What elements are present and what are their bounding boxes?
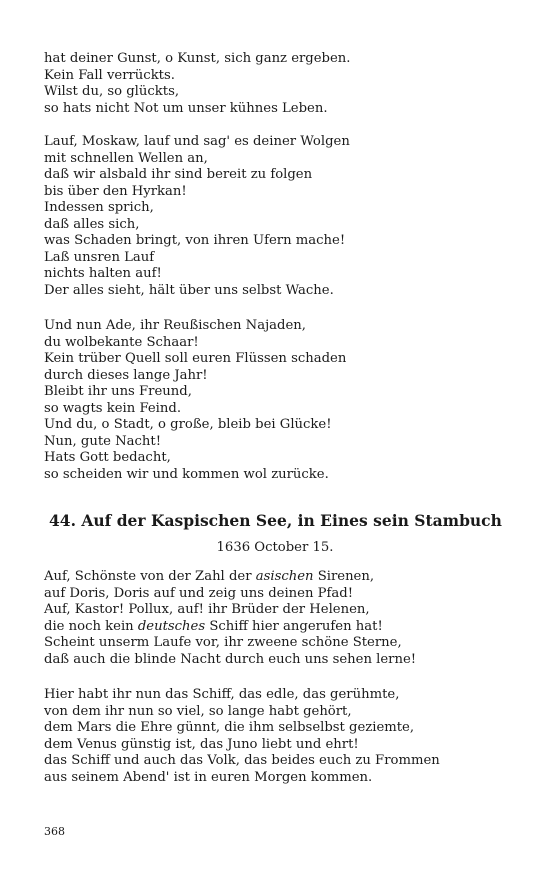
verse-text: auf Doris, Doris auf und zeig uns deinen Pfad! bbox=[44, 585, 354, 601]
verse-text: Sirenen, bbox=[313, 569, 375, 584]
verse-line: du wolbekante Schaar! bbox=[44, 334, 199, 350]
verse-line: so scheiden wir und kommen wol zurücke. bbox=[44, 466, 329, 482]
verse-line: Kein trüber Quell soll euren Flüssen schaden bbox=[44, 351, 347, 366]
page-number: 368 bbox=[44, 825, 65, 838]
verse-line: daß alles sich, bbox=[44, 216, 140, 232]
italic-word: asischen bbox=[255, 569, 314, 584]
italic-word: deutsches bbox=[137, 618, 206, 634]
verse-line: mit schnellen Wellen an, bbox=[44, 150, 208, 166]
verse-line bbox=[44, 586, 514, 603]
date-text: 1636 October 15. bbox=[216, 540, 334, 555]
verse-text: die noch kein bbox=[44, 618, 138, 634]
verse-line: Und nun Ade, ihr Reußischen Najaden, bbox=[44, 318, 306, 333]
verse-line: nichts halten auf! bbox=[44, 266, 162, 281]
verse-text: Auf, Schönste von der Zahl der bbox=[44, 569, 256, 584]
verse-line bbox=[44, 770, 514, 787]
verse-line: bis über den Hyrkan! bbox=[44, 183, 187, 199]
verse-text: Scheint unserm Laufe vor, ihr zweene schöne Sterne, bbox=[44, 635, 402, 650]
verse-text: daß auch die blinde Nacht durch euch uns sehen lerne! bbox=[44, 651, 417, 667]
verse-text: Auf, Kastor! Pollux, auf! ihr Brüder der Helenen, bbox=[44, 602, 370, 617]
verse-line bbox=[44, 753, 514, 770]
stanza-5 bbox=[44, 687, 514, 786]
verse-line: was Schaden bringt, von ihren Ufern mache! bbox=[44, 233, 346, 248]
verse-line bbox=[44, 737, 514, 754]
verse-line: so hats nicht Not um unser kühnes Leben. bbox=[44, 100, 328, 116]
verse-line bbox=[44, 652, 514, 669]
verse-line: Wilst du, so glückts, bbox=[44, 84, 180, 99]
verse-line: Und du, o Stadt, o große, bleib bei Glücke! bbox=[44, 417, 332, 432]
verse-line: Der alles sieht, hält über uns selbst Wache. bbox=[44, 282, 334, 298]
verse-line bbox=[44, 687, 514, 704]
verse-text: Hier habt ihr nun das Schiff, das edle, das gerühmte, bbox=[44, 687, 400, 702]
verse-line: Kein Fall verrückts. bbox=[44, 67, 175, 83]
verse-line: hat deiner Gunst, o Kunst, sich ganz ergeben. bbox=[44, 51, 351, 66]
verse-line: daß wir alsbald ihr sind bereit zu folgen bbox=[44, 167, 313, 182]
verse-line: durch dieses lange Jahr! bbox=[44, 367, 208, 383]
stanza-1 bbox=[44, 51, 514, 117]
verse-line: so wagts kein Feind. bbox=[44, 400, 182, 416]
stanza-3 bbox=[44, 318, 514, 483]
verse-text: das Schiff und auch das Volk, das beides euch zu Frommen bbox=[44, 753, 440, 768]
date-line bbox=[0, 540, 550, 556]
verse-line: Hats Gott bedacht, bbox=[44, 450, 171, 465]
verse-text: Schiff hier angerufen hat! bbox=[205, 618, 383, 634]
verse-line bbox=[44, 569, 514, 586]
verse-line: Bleibt ihr uns Freund, bbox=[44, 384, 192, 399]
verse-line bbox=[44, 619, 514, 636]
verse-line: Lauf, Moskaw, lauf und sag' es deiner Wolgen bbox=[44, 134, 350, 149]
verse-line bbox=[44, 635, 514, 652]
verse-line: Laß unsren Lauf bbox=[44, 249, 155, 265]
verse-text: aus seinem Abend' ist in euren Morgen kommen. bbox=[44, 769, 373, 785]
verse-text: dem Mars die Ehre günnt, die ihm selbselbst geziemte, bbox=[44, 720, 415, 735]
verse-line: Nun, gute Nacht! bbox=[44, 433, 162, 449]
poem-title: 44. Auf der Kaspischen See, in Eines sein Stambuch bbox=[49, 511, 502, 530]
stanza-4 bbox=[44, 569, 514, 668]
stanza-2 bbox=[44, 134, 514, 299]
verse-text: dem Venus günstig ist, das Juno liebt und ehrt! bbox=[44, 736, 359, 752]
verse-text: von dem ihr nun so viel, so lange habt gehört, bbox=[44, 703, 352, 719]
verse-line bbox=[44, 602, 514, 619]
verse-line: Indessen sprich, bbox=[44, 200, 154, 215]
verse-line bbox=[44, 720, 514, 737]
verse-line bbox=[44, 704, 514, 721]
